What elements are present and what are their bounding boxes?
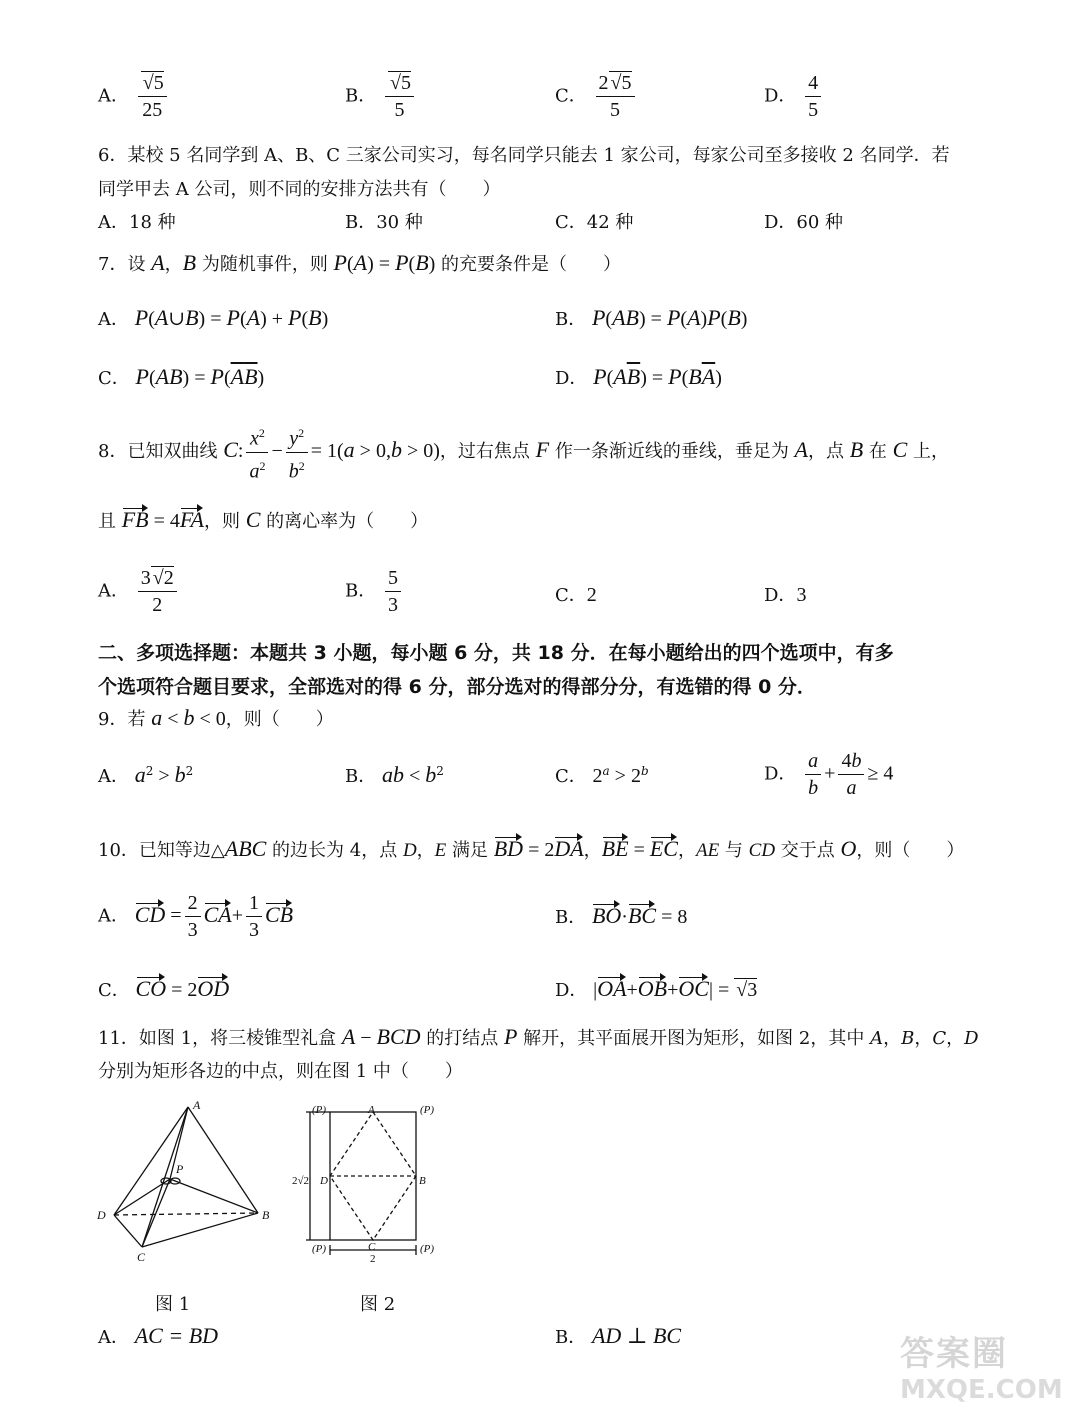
q6-option-b: B．30 种 xyxy=(345,212,423,233)
svg-text:(P): (P) xyxy=(312,1104,327,1116)
svg-text:2√2: 2√2 xyxy=(292,1175,310,1187)
q8-stem-line1: 8．已知双曲线 C: $\frac{x^2}{a^2}$ − $\frac{y^2}{b^2}$ = 1(a > 0,b > 0)，过右焦点 F 作一条渐近线的垂线，垂足为 A，点 B 在 C 上， xyxy=(98,420,949,484)
q10-option-b: B． BO·BC = 8 xyxy=(555,903,688,928)
svg-text:A: A xyxy=(368,1104,375,1116)
q8-stem-line2: 且 FB = 4FA，则 C 的离心率为（ ） xyxy=(98,507,429,532)
fig1-label-d: D xyxy=(97,1208,106,1222)
q6-option-c: C．42 种 xyxy=(555,212,634,233)
q9-option-a: A． $a^2 > b^2$ xyxy=(98,762,194,787)
q6-stem-line1: 6．某校 5 名同学到 A、B、C 三家公司实习，每名同学只能去 1 家公司，每家公司至多接收 2 名同学．若 xyxy=(98,145,950,166)
q6-option-d: D．60 种 xyxy=(764,212,844,233)
svg-text:D: D xyxy=(320,1175,328,1187)
q8-option-d: D．3 xyxy=(764,584,807,606)
figure-1-caption: 图 1 xyxy=(155,1294,191,1315)
q7-option-d: D． $P(A\overline{B}) = P(B\overline{A})$ xyxy=(555,364,722,389)
q6-stem-line2: 同学甲去 A 公司，则不同的安排方法共有（ ） xyxy=(98,179,501,200)
q5-option-a: A． $\frac{√5}{25}$ xyxy=(98,70,170,123)
q9-option-c: C． $2^a > 2^b$ xyxy=(555,764,649,787)
fig1-label-a: A xyxy=(193,1098,201,1112)
watermark-logo: 答案圈 MXQE.COM xyxy=(900,1334,1063,1405)
svg-text:2: 2 xyxy=(370,1253,376,1265)
q10-option-a: A． CD = $\frac{2}{3}$ CA+ $\frac{1}{3}$ CB xyxy=(98,892,294,941)
q11-stem-line2: 分别为矩形各边的中点，则在图 1 中（ ） xyxy=(98,1061,463,1082)
q7-stem: 7．设 A，B 为随机事件，则 P(A) = P(B) 的充要条件是（ ） xyxy=(98,250,622,275)
q5-option-b: B． $\frac{√5}{5}$ xyxy=(345,70,417,123)
q8-option-a: A． $\frac{3 √2}{2}$ xyxy=(98,565,180,618)
q9-option-b: B． ab < $b^2$ xyxy=(345,762,444,787)
q5-option-d: D． $\frac{4}{5}$ xyxy=(764,70,824,123)
q10-option-d: D． |OA+OB+OC| = √3 xyxy=(555,976,758,1001)
q6-option-a: A．18 种 xyxy=(98,212,176,233)
q8-option-c: C．2 xyxy=(555,584,597,606)
svg-text:B: B xyxy=(419,1175,426,1187)
q11-option-a: A． AC = BD xyxy=(98,1323,219,1348)
q11-stem-line1: 11．如图 1，将三棱锥型礼盒 A − BCD 的打结点 P 解开，其平面展开图为矩形，如图 2，其中 A，B，C，D xyxy=(98,1024,979,1049)
figure-1-pyramid xyxy=(92,1095,282,1270)
q7-option-a: A． P(A∪B) = P(A) + P(B) xyxy=(98,305,329,330)
fig1-label-b: B xyxy=(262,1208,270,1222)
q11-option-b: B． AD ⊥ BC xyxy=(555,1323,682,1348)
q8-option-b: B． $\frac{5}{3}$ xyxy=(345,565,404,618)
fig1-label-c: C xyxy=(137,1250,146,1264)
figure-2-net-rectangle xyxy=(290,1100,450,1270)
svg-text:(P): (P) xyxy=(312,1243,327,1255)
svg-text:(P): (P) xyxy=(420,1243,435,1255)
q9-option-d: D． $\frac{a}{b}$ + $\frac{4b}{a}$ ≥ 4 xyxy=(764,750,894,799)
q10-option-c: C． CO = 2OD xyxy=(98,976,230,1001)
section2-heading-line2: 个选项符合题目要求，全部选对的得 6 分，部分选对的得部分分，有选错的得 0 分． xyxy=(98,676,816,698)
svg-text:(P): (P) xyxy=(420,1104,435,1116)
q9-stem: 9．若 a < b < 0，则（ ） xyxy=(98,705,334,730)
svg-text:C: C xyxy=(368,1241,376,1253)
q7-option-c: C． $P(AB) = P(\overline{A}\overline{B})$ xyxy=(98,364,265,389)
fig1-label-p: P xyxy=(176,1162,184,1176)
q10-stem: 10．已知等边△ABC 的边长为 4，点 D，E 满足 BD = 2DA，BE = EC，AE 与 CD 交于点 O，则（ ） xyxy=(98,836,965,861)
section2-heading-line1: 二、多项选择题：本题共 3 小题，每小题 6 分，共 18 分．在每小题给出的四个选项中，有多 xyxy=(98,642,894,664)
q7-option-b: B． P(AB) = P(A)P(B) xyxy=(555,305,748,330)
q5-option-c: C． $\frac{2 √5}{5}$ xyxy=(555,70,638,123)
figure-2-caption: 图 2 xyxy=(360,1294,396,1315)
